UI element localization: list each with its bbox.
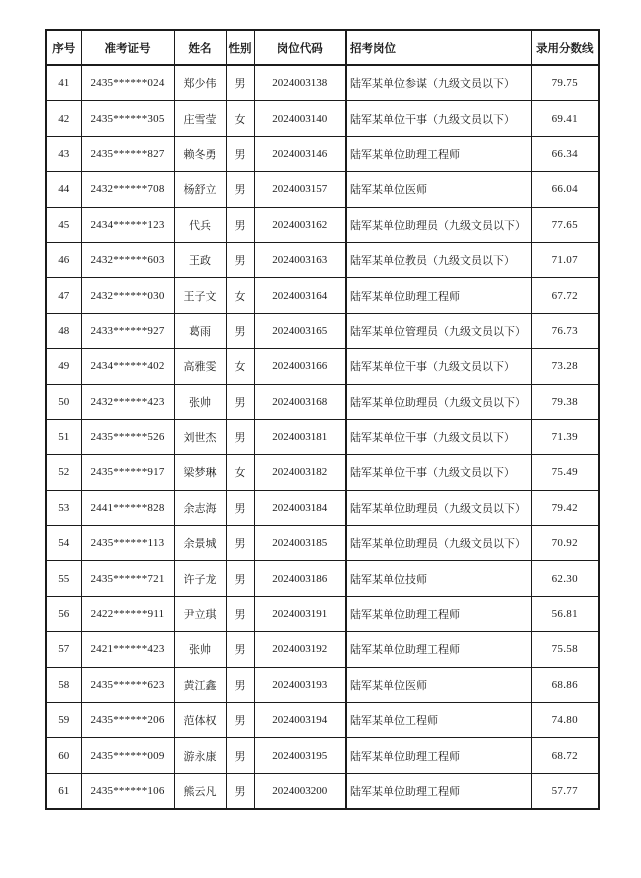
table-row <box>46 172 599 207</box>
table-row <box>46 455 599 490</box>
cell-index: 54 <box>46 526 81 561</box>
cell-position: 陆军某单位管理员（九级文员以下） <box>346 313 531 348</box>
cell-name: 代兵 <box>174 207 226 242</box>
cell-job_code: 2024003164 <box>254 278 346 313</box>
cell-index: 49 <box>46 349 81 384</box>
cell-index: 53 <box>46 490 81 525</box>
cell-index: 41 <box>46 65 81 101</box>
table-row <box>46 703 599 738</box>
table-row <box>46 738 599 773</box>
cell-name: 张帅 <box>174 632 226 667</box>
cell-name: 赖冬勇 <box>174 136 226 171</box>
cell-position: 陆军某单位助理员（九级文员以下） <box>346 207 531 242</box>
cell-exam_id: 2434******123 <box>81 207 174 242</box>
cell-position: 陆军某单位工程师 <box>346 703 531 738</box>
cell-position: 陆军某单位助理工程师 <box>346 773 531 809</box>
cell-index: 61 <box>46 773 81 809</box>
cell-exam_id: 2432******030 <box>81 278 174 313</box>
cell-index: 48 <box>46 313 81 348</box>
cell-index: 43 <box>46 136 81 171</box>
cell-score: 66.34 <box>531 136 599 171</box>
table-row <box>46 773 599 809</box>
cell-score: 67.72 <box>531 278 599 313</box>
cell-exam_id: 2432******708 <box>81 172 174 207</box>
cell-position: 陆军某单位干事（九级文员以下） <box>346 101 531 136</box>
cell-job_code: 2024003194 <box>254 703 346 738</box>
cell-index: 55 <box>46 561 81 596</box>
cell-exam_id: 2435******009 <box>81 738 174 773</box>
cell-gender: 男 <box>226 596 254 631</box>
cell-gender: 男 <box>226 207 254 242</box>
cell-position: 陆军某单位干事（九级文员以下） <box>346 419 531 454</box>
cell-exam_id: 2434******402 <box>81 349 174 384</box>
cell-exam_id: 2421******423 <box>81 632 174 667</box>
cell-index: 46 <box>46 242 81 277</box>
cell-gender: 男 <box>226 632 254 667</box>
cell-index: 44 <box>46 172 81 207</box>
cell-exam_id: 2441******828 <box>81 490 174 525</box>
cell-job_code: 2024003181 <box>254 419 346 454</box>
cell-gender: 女 <box>226 278 254 313</box>
cell-job_code: 2024003195 <box>254 738 346 773</box>
cell-gender: 男 <box>226 561 254 596</box>
cell-position: 陆军某单位助理工程师 <box>346 738 531 773</box>
cell-index: 52 <box>46 455 81 490</box>
cell-score: 73.28 <box>531 349 599 384</box>
cell-position: 陆军某单位医师 <box>346 667 531 702</box>
table-row <box>46 101 599 136</box>
cell-name: 高雅雯 <box>174 349 226 384</box>
cell-job_code: 2024003166 <box>254 349 346 384</box>
cell-score: 75.58 <box>531 632 599 667</box>
cell-exam_id: 2432******423 <box>81 384 174 419</box>
cell-score: 62.30 <box>531 561 599 596</box>
table-row <box>46 136 599 171</box>
cell-exam_id: 2435******623 <box>81 667 174 702</box>
cell-index: 47 <box>46 278 81 313</box>
cell-position: 陆军某单位助理员（九级文员以下） <box>346 384 531 419</box>
cell-position: 陆军某单位助理员（九级文员以下） <box>346 490 531 525</box>
cell-name: 刘世杰 <box>174 419 226 454</box>
cell-exam_id: 2433******927 <box>81 313 174 348</box>
cell-score: 66.04 <box>531 172 599 207</box>
cell-name: 庄雪莹 <box>174 101 226 136</box>
cell-name: 郑少伟 <box>174 65 226 101</box>
cell-exam_id: 2435******305 <box>81 101 174 136</box>
table-row <box>46 65 599 101</box>
table-body <box>46 65 599 809</box>
cell-exam_id: 2435******024 <box>81 65 174 101</box>
cell-name: 黄江鑫 <box>174 667 226 702</box>
header-name: 姓名 <box>174 30 226 65</box>
cell-score: 69.41 <box>531 101 599 136</box>
table-row <box>46 490 599 525</box>
cell-gender: 女 <box>226 349 254 384</box>
cell-index: 56 <box>46 596 81 631</box>
cell-index: 58 <box>46 667 81 702</box>
cell-job_code: 2024003140 <box>254 101 346 136</box>
cell-name: 张帅 <box>174 384 226 419</box>
cell-exam_id: 2435******827 <box>81 136 174 171</box>
cell-gender: 男 <box>226 242 254 277</box>
cell-position: 陆军某单位助理工程师 <box>346 136 531 171</box>
cell-score: 76.73 <box>531 313 599 348</box>
cell-index: 50 <box>46 384 81 419</box>
cell-position: 陆军某单位干事（九级文员以下） <box>346 349 531 384</box>
cell-job_code: 2024003168 <box>254 384 346 419</box>
cell-position: 陆军某单位干事（九级文员以下） <box>346 455 531 490</box>
cell-gender: 男 <box>226 667 254 702</box>
cell-name: 葛雨 <box>174 313 226 348</box>
cell-index: 51 <box>46 419 81 454</box>
cell-position: 陆军某单位参谋（九级文员以下） <box>346 65 531 101</box>
cell-index: 45 <box>46 207 81 242</box>
cell-gender: 男 <box>226 313 254 348</box>
cell-name: 游永康 <box>174 738 226 773</box>
cell-name: 范体权 <box>174 703 226 738</box>
cell-score: 71.07 <box>531 242 599 277</box>
cell-position: 陆军某单位助理工程师 <box>346 278 531 313</box>
cell-gender: 男 <box>226 172 254 207</box>
cell-index: 57 <box>46 632 81 667</box>
cell-index: 60 <box>46 738 81 773</box>
cell-gender: 男 <box>226 773 254 809</box>
cell-job_code: 2024003157 <box>254 172 346 207</box>
cell-job_code: 2024003146 <box>254 136 346 171</box>
cell-gender: 男 <box>226 65 254 101</box>
recruitment-score-table <box>45 29 600 810</box>
cell-name: 王政 <box>174 242 226 277</box>
cell-score: 75.49 <box>531 455 599 490</box>
table-row <box>46 526 599 561</box>
cell-score: 56.81 <box>531 596 599 631</box>
cell-position: 陆军某单位技师 <box>346 561 531 596</box>
cell-score: 79.75 <box>531 65 599 101</box>
cell-position: 陆军某单位医师 <box>346 172 531 207</box>
table-row <box>46 242 599 277</box>
cell-index: 59 <box>46 703 81 738</box>
cell-score: 57.77 <box>531 773 599 809</box>
header-index: 序号 <box>46 30 81 65</box>
cell-exam_id: 2435******721 <box>81 561 174 596</box>
table-row <box>46 278 599 313</box>
cell-gender: 男 <box>226 703 254 738</box>
cell-job_code: 2024003182 <box>254 455 346 490</box>
cell-name: 熊云凡 <box>174 773 226 809</box>
cell-score: 77.65 <box>531 207 599 242</box>
cell-name: 许子龙 <box>174 561 226 596</box>
table-row <box>46 207 599 242</box>
cell-job_code: 2024003165 <box>254 313 346 348</box>
cell-score: 74.80 <box>531 703 599 738</box>
cell-gender: 男 <box>226 136 254 171</box>
header-position: 招考岗位 <box>346 30 531 65</box>
cell-job_code: 2024003191 <box>254 596 346 631</box>
header-score: 录用分数线 <box>531 30 599 65</box>
cell-gender: 男 <box>226 490 254 525</box>
cell-job_code: 2024003162 <box>254 207 346 242</box>
cell-exam_id: 2435******206 <box>81 703 174 738</box>
cell-gender: 男 <box>226 526 254 561</box>
cell-name: 梁梦琳 <box>174 455 226 490</box>
cell-gender: 女 <box>226 455 254 490</box>
cell-gender: 女 <box>226 101 254 136</box>
table-row <box>46 632 599 667</box>
cell-name: 尹立琪 <box>174 596 226 631</box>
cell-score: 71.39 <box>531 419 599 454</box>
cell-name: 王子文 <box>174 278 226 313</box>
cell-gender: 男 <box>226 419 254 454</box>
cell-exam_id: 2435******526 <box>81 419 174 454</box>
cell-name: 余志海 <box>174 490 226 525</box>
header-gender: 性别 <box>226 30 254 65</box>
cell-job_code: 2024003192 <box>254 632 346 667</box>
cell-position: 陆军某单位助理工程师 <box>346 632 531 667</box>
cell-gender: 男 <box>226 384 254 419</box>
table-row <box>46 313 599 348</box>
cell-job_code: 2024003184 <box>254 490 346 525</box>
cell-score: 79.38 <box>531 384 599 419</box>
cell-gender: 男 <box>226 738 254 773</box>
cell-job_code: 2024003138 <box>254 65 346 101</box>
cell-job_code: 2024003163 <box>254 242 346 277</box>
cell-exam_id: 2435******106 <box>81 773 174 809</box>
cell-score: 79.42 <box>531 490 599 525</box>
cell-exam_id: 2422******911 <box>81 596 174 631</box>
cell-job_code: 2024003193 <box>254 667 346 702</box>
cell-name: 杨舒立 <box>174 172 226 207</box>
cell-position: 陆军某单位助理工程师 <box>346 596 531 631</box>
cell-job_code: 2024003200 <box>254 773 346 809</box>
table-row <box>46 667 599 702</box>
table-row <box>46 384 599 419</box>
header-exam-id: 准考证号 <box>81 30 174 65</box>
cell-job_code: 2024003185 <box>254 526 346 561</box>
cell-position: 陆军某单位助理员（九级文员以下） <box>346 526 531 561</box>
cell-score: 68.72 <box>531 738 599 773</box>
header-job-code: 岗位代码 <box>254 30 346 65</box>
cell-exam_id: 2432******603 <box>81 242 174 277</box>
cell-job_code: 2024003186 <box>254 561 346 596</box>
table-header-row <box>46 30 599 65</box>
cell-exam_id: 2435******917 <box>81 455 174 490</box>
table-row <box>46 596 599 631</box>
cell-position: 陆军某单位教员（九级文员以下） <box>346 242 531 277</box>
cell-score: 70.92 <box>531 526 599 561</box>
table-row <box>46 561 599 596</box>
cell-score: 68.86 <box>531 667 599 702</box>
cell-exam_id: 2435******113 <box>81 526 174 561</box>
table-row <box>46 419 599 454</box>
table-row <box>46 349 599 384</box>
cell-index: 42 <box>46 101 81 136</box>
cell-name: 余景城 <box>174 526 226 561</box>
